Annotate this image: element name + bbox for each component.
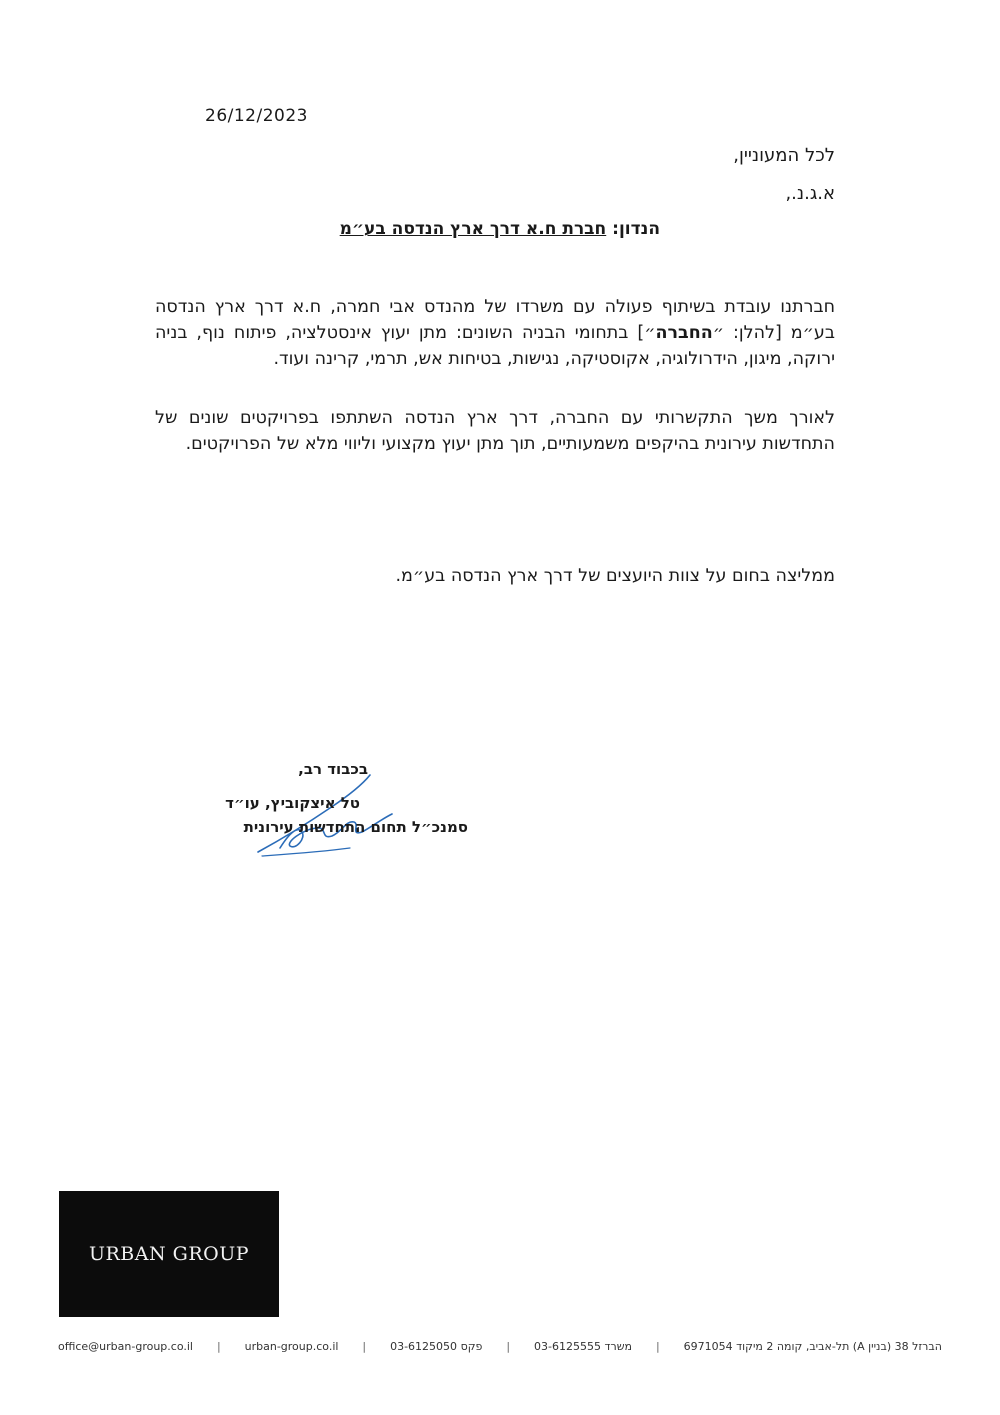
office-number: 03-6125555: [534, 1340, 601, 1353]
footer-separator: |: [362, 1340, 367, 1353]
street-address: הברזל 38 (בניין A) תל-אביב, קומה 2 מיקוד: [736, 1340, 942, 1353]
footer-contact-bar: [58, 1340, 942, 1353]
paragraph-1-end: ״] בתחומי הבניה השונים: מתן יעוץ אינסטלציה, פיתוח נוף, בניה ירוקה, מיגון, הידרולוגיה, אקוסטיקה, נגישות, בטיחות אש, תרמי, קרינה ועוד.: [155, 323, 835, 369]
logo-text: URBAN GROUP: [88, 1243, 250, 1265]
footer-separator: |: [506, 1340, 511, 1353]
letter-date: 26/12/2023: [205, 106, 308, 126]
footer-office: [534, 1340, 632, 1353]
footer-email[interactable]: office@urban-group.co.il: [58, 1340, 193, 1353]
closing-line: בכבוד רב,: [298, 760, 368, 778]
subject-label: הנדון:: [606, 219, 660, 239]
signer-name: טל איצקוביץ, עו״ד: [225, 794, 360, 812]
footer-separator: |: [216, 1340, 221, 1353]
paragraph-2: לאורך משך התקשרותי עם החברה, דרך ארץ הנדסה השתתפו בפרויקטים שונים של התחדשות עירונית בהיקפים משמעותיים, תוך מתן יעוץ מקצועי וליווי מלא של הפרויקטים.: [155, 408, 835, 454]
greeting-line: א.ג.נ.,: [785, 183, 835, 204]
zip-code: 6971054: [683, 1340, 733, 1353]
subject-line: [340, 219, 660, 239]
signer-title: סמנכ״ל תחום התחדשות עירונית: [243, 818, 468, 836]
subject-value: חברת ח.א דרך ארץ הנדסה בע״מ: [339, 219, 607, 239]
paragraph-1-start: חברתנו עובדת בשיתוף פעולה עם משרדו של מהנדס אבי חמרה, ח.א דרך ארץ הנדסה בע״מ [להלן: ״: [155, 297, 835, 343]
paragraph-1: [155, 294, 835, 372]
recipient-line: לכל המעוניין,: [733, 145, 835, 166]
footer-address: [684, 1340, 942, 1353]
company-logo: [59, 1191, 279, 1317]
footer-separator: |: [655, 1340, 660, 1353]
paragraph-1-defined-term: החברה: [655, 323, 713, 343]
fax-number: 03-6125050: [390, 1340, 458, 1353]
fax-label: פקס: [460, 1340, 483, 1353]
footer-fax: [390, 1340, 482, 1353]
paragraph-3: ממליצה בחום על צוות היועצים של דרך ארץ הנדסה בע״מ.: [395, 566, 835, 586]
office-label: משרד: [604, 1340, 632, 1353]
footer-website[interactable]: urban-group.co.il: [244, 1340, 339, 1353]
